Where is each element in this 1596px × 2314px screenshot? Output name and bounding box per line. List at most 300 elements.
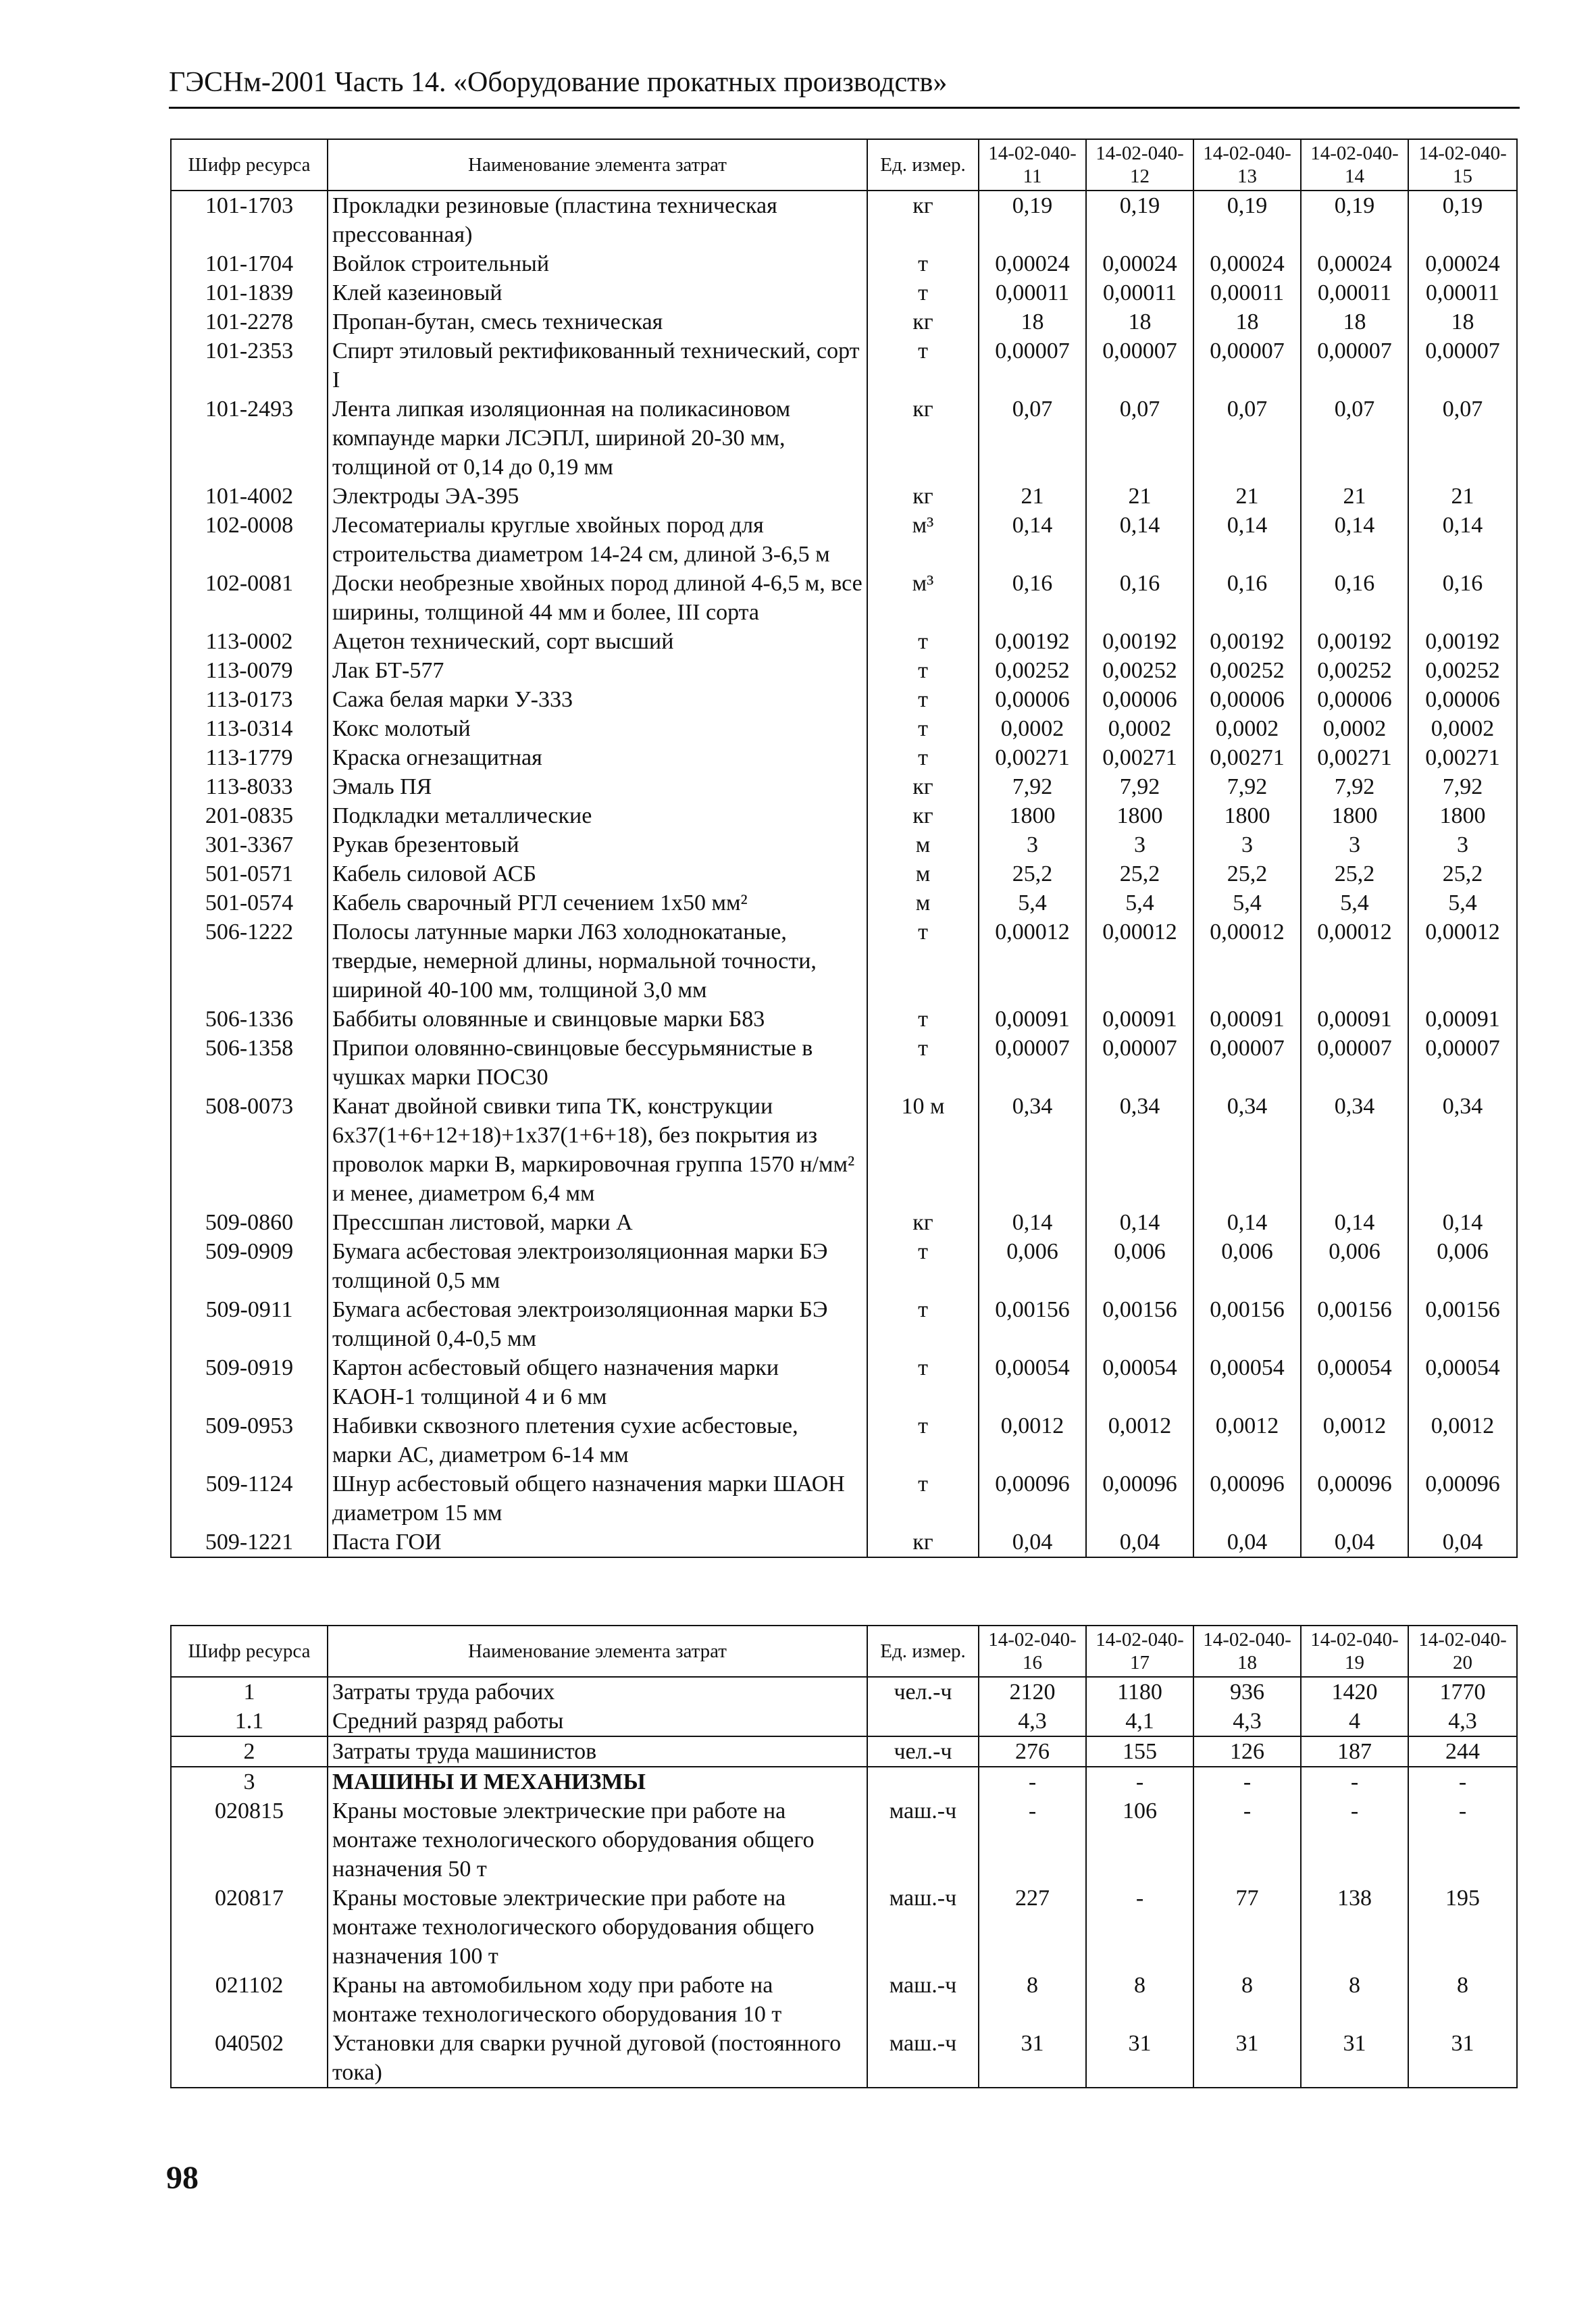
table-row [171,627,1517,656]
column-header: Ед. измер. [867,139,979,191]
resource-code: 113-0079 [171,656,328,685]
resource-name: Прокладки резиновые (пластина техническая прессованная) [328,191,867,249]
value-cell: 0,07 [1301,395,1408,482]
value-cell: 0,00007 [1301,1034,1408,1092]
value-cell: 31 [1193,2029,1301,2088]
value-cell: 0,00007 [1193,1034,1301,1092]
value-cell: 0,00091 [979,1005,1086,1034]
resource-code: 2 [171,1736,328,1767]
value-cell: 7,92 [1301,772,1408,801]
value-cell: 4 [1301,1707,1408,1736]
resource-name: Пропан-бутан, смесь техническая [328,307,867,336]
value-cell: 0,006 [1301,1237,1408,1295]
resource-name: Кокс молотый [328,714,867,743]
resource-name: Бумага асбестовая электроизоляционная марки БЭ толщиной 0,5 мм [328,1237,867,1295]
resource-name: Прессшпан листовой, марки А [328,1208,867,1237]
value-cell: 25,2 [1086,859,1193,888]
value-cell: 0,00007 [1193,336,1301,395]
resource-name: Паста ГОИ [328,1528,867,1557]
table-row [171,2029,1517,2088]
resource-code: 509-1221 [171,1528,328,1557]
value-cell: 0,00012 [1408,917,1517,1005]
value-cell: 0,00007 [1086,336,1193,395]
value-cell: 0,14 [979,511,1086,569]
resource-name: Краска огнезащитная [328,743,867,772]
column-header: 14-02-040-11 [979,139,1086,191]
value-cell: 0,00156 [979,1295,1086,1353]
column-header: Наименование элемента затрат [328,1626,867,1677]
resource-code: 3 [171,1767,328,1796]
value-cell: 0,07 [979,395,1086,482]
value-cell: 31 [979,2029,1086,2088]
value-cell: 5,4 [979,888,1086,917]
value-cell: 0,19 [1408,191,1517,249]
column-header: 14-02-040-13 [1193,139,1301,191]
unit-cell: м³ [867,511,979,569]
column-header: 14-02-040-18 [1193,1626,1301,1677]
value-cell: 0,14 [1408,1208,1517,1237]
value-cell: 0,00011 [1193,278,1301,307]
unit-cell: т [867,278,979,307]
value-cell: 3 [1193,830,1301,859]
value-cell: 138 [1301,1884,1408,1971]
resource-code: 102-0008 [171,511,328,569]
value-cell: 0,00192 [1193,627,1301,656]
value-cell: 0,00012 [979,917,1086,1005]
table-row [171,249,1517,278]
value-cell: - [1193,1767,1301,1796]
value-cell: 0,00271 [1408,743,1517,772]
value-cell: 0,16 [1408,569,1517,627]
table-row [171,1971,1517,2029]
value-cell: 0,00007 [1408,1034,1517,1092]
unit-cell [867,1707,979,1736]
value-cell: 18 [1408,307,1517,336]
table-row [171,888,1517,917]
resource-code: 101-1839 [171,278,328,307]
resource-code: 113-0314 [171,714,328,743]
unit-cell: м [867,830,979,859]
value-cell: 0,00096 [979,1469,1086,1528]
value-cell: 0,00054 [1301,1353,1408,1411]
unit-cell: м [867,888,979,917]
value-cell: 0,00054 [1086,1353,1193,1411]
value-cell: 0,00252 [1408,656,1517,685]
table-row [171,1677,1517,1707]
value-cell: 0,00006 [1193,685,1301,714]
value-cell: 0,00006 [979,685,1086,714]
value-cell: 0,00012 [1193,917,1301,1005]
value-cell: 2120 [979,1677,1086,1707]
resource-name: Канат двойной свивки типа ТК, конструкции 6х37(1+6+12+18)+1х37(1+6+18), без покрытия из проволок марки В, маркировочная группа 1570 н/мм² и менее, диаметром 6,4 мм [328,1092,867,1208]
value-cell: 276 [979,1736,1086,1767]
resource-name: Бумага асбестовая электроизоляционная марки БЭ толщиной 0,4-0,5 мм [328,1295,867,1353]
table-row [171,569,1517,627]
value-cell: - [979,1767,1086,1796]
value-cell: 0,00091 [1408,1005,1517,1034]
resource-name: Клей казеиновый [328,278,867,307]
unit-cell: маш.-ч [867,1884,979,1971]
value-cell: 21 [1301,482,1408,511]
value-cell: 0,14 [1193,1208,1301,1237]
value-cell: 1770 [1408,1677,1517,1707]
table-row [171,1005,1517,1034]
value-cell: 21 [979,482,1086,511]
unit-cell: т [867,627,979,656]
value-cell: 936 [1193,1677,1301,1707]
value-cell: 0,00007 [979,336,1086,395]
value-cell: 0,19 [1301,191,1408,249]
table-row [171,1411,1517,1469]
value-cell: 7,92 [1086,772,1193,801]
resource-code: 506-1358 [171,1034,328,1092]
value-cell: 5,4 [1086,888,1193,917]
labor-machines-table [170,1625,1518,2088]
page-number: 98 [166,2160,199,2196]
resource-name: Затраты труда машинистов [328,1736,867,1767]
value-cell: 0,00024 [1301,249,1408,278]
value-cell: 0,00024 [1193,249,1301,278]
value-cell: - [1193,1796,1301,1884]
value-cell: 0,00012 [1086,917,1193,1005]
value-cell: 0,0002 [1086,714,1193,743]
resource-code: 1.1 [171,1707,328,1736]
value-cell: 0,00192 [1408,627,1517,656]
value-cell: 0,0012 [1193,1411,1301,1469]
table-row [171,685,1517,714]
value-cell: 0,0002 [979,714,1086,743]
column-header: Наименование элемента затрат [328,139,867,191]
resource-name: Краны на автомобильном ходу при работе на монтаже технологического оборудования 10 т [328,1971,867,2029]
resource-code: 101-2353 [171,336,328,395]
value-cell: 0,00091 [1193,1005,1301,1034]
resource-code: 040502 [171,2029,328,2088]
table-row [171,1796,1517,1884]
resource-name: Ацетон технический, сорт высший [328,627,867,656]
resource-code: 113-8033 [171,772,328,801]
value-cell: 227 [979,1884,1086,1971]
value-cell: 0,34 [979,1092,1086,1208]
value-cell: 5,4 [1193,888,1301,917]
unit-cell: м [867,859,979,888]
resource-name: Эмаль ПЯ [328,772,867,801]
resource-code: 509-1124 [171,1469,328,1528]
value-cell: 0,006 [979,1237,1086,1295]
resource-code: 509-0860 [171,1208,328,1237]
value-cell: 18 [1086,307,1193,336]
resource-code: 201-0835 [171,801,328,830]
value-cell: 0,14 [1408,511,1517,569]
value-cell: 8 [1193,1971,1301,2029]
table-row [171,743,1517,772]
value-cell: 0,07 [1086,395,1193,482]
resource-name: Рукав брезентовый [328,830,867,859]
table-row [171,1208,1517,1237]
value-cell: - [1408,1767,1517,1796]
value-cell: 0,00011 [1301,278,1408,307]
resource-code: 113-0002 [171,627,328,656]
unit-cell: т [867,917,979,1005]
value-cell: 0,00156 [1086,1295,1193,1353]
value-cell: 0,04 [1086,1528,1193,1557]
table-row [171,801,1517,830]
value-cell: 126 [1193,1736,1301,1767]
value-cell: 0,14 [1301,511,1408,569]
column-header: 14-02-040-17 [1086,1626,1193,1677]
table-row [171,656,1517,685]
value-cell: 0,0002 [1408,714,1517,743]
resource-code: 506-1222 [171,917,328,1005]
value-cell: 1800 [1193,801,1301,830]
resource-code: 1 [171,1677,328,1707]
resource-name: Краны мостовые электрические при работе на монтаже технологического оборудования общего назначения 50 т [328,1796,867,1884]
header-row [171,139,1517,191]
resource-code: 020815 [171,1796,328,1884]
unit-cell: кг [867,395,979,482]
table-row [171,1034,1517,1092]
column-header: 14-02-040-15 [1408,139,1517,191]
table-row [171,772,1517,801]
column-header: Шифр ресурса [171,139,328,191]
value-cell: 0,00012 [1301,917,1408,1005]
value-cell: 4,3 [979,1707,1086,1736]
resource-code: 301-3367 [171,830,328,859]
value-cell: 0,00156 [1193,1295,1301,1353]
value-cell: 5,4 [1408,888,1517,917]
unit-cell [867,1767,979,1796]
unit-cell: маш.-ч [867,1971,979,2029]
column-header: 14-02-040-19 [1301,1626,1408,1677]
resource-code: 101-1703 [171,191,328,249]
resource-name: Шнур асбестовый общего назначения марки ШАОН диаметром 15 мм [328,1469,867,1528]
resource-name: Полосы латунные марки Л63 холоднокатаные, твердые, немерной длины, нормальной точности, шириной 40-100 мм, толщиной 3,0 мм [328,917,867,1005]
value-cell: 0,006 [1408,1237,1517,1295]
value-cell: 0,00192 [1301,627,1408,656]
value-cell: 8 [1301,1971,1408,2029]
table-row [171,1092,1517,1208]
value-cell: 0,00011 [1408,278,1517,307]
value-cell: 244 [1408,1736,1517,1767]
resource-code: 113-0173 [171,685,328,714]
value-cell: 0,00156 [1301,1295,1408,1353]
value-cell: 0,34 [1301,1092,1408,1208]
unit-cell: чел.-ч [867,1677,979,1707]
resource-code: 501-0574 [171,888,328,917]
value-cell: 0,14 [1086,1208,1193,1237]
value-cell: 0,04 [1301,1528,1408,1557]
resource-name: Лак БТ-577 [328,656,867,685]
value-cell: 1420 [1301,1677,1408,1707]
value-cell: 4,1 [1086,1707,1193,1736]
unit-cell: кг [867,191,979,249]
value-cell: 0,14 [1301,1208,1408,1237]
unit-cell: м³ [867,569,979,627]
value-cell: 0,00156 [1408,1295,1517,1353]
value-cell: 0,00096 [1193,1469,1301,1528]
value-cell: 0,00007 [1301,336,1408,395]
table-row [171,1295,1517,1353]
value-cell: 7,92 [1193,772,1301,801]
value-cell: 1800 [1408,801,1517,830]
table-row [171,1707,1517,1736]
table-row [171,395,1517,482]
value-cell: 0,00096 [1408,1469,1517,1528]
table-row [171,1353,1517,1411]
value-cell: 0,00011 [979,278,1086,307]
value-cell: 106 [1086,1796,1193,1884]
resource-name: Затраты труда рабочих [328,1677,867,1707]
value-cell: 21 [1086,482,1193,511]
value-cell: 21 [1193,482,1301,511]
value-cell: 0,04 [1408,1528,1517,1557]
unit-cell: т [867,1005,979,1034]
value-cell: - [979,1796,1086,1884]
value-cell: 0,07 [1193,395,1301,482]
value-cell: 31 [1086,2029,1193,2088]
value-cell: 0,00007 [1408,336,1517,395]
value-cell: 0,19 [1086,191,1193,249]
value-cell: 0,0012 [1408,1411,1517,1469]
value-cell: 4,3 [1408,1707,1517,1736]
value-cell: 0,00006 [1408,685,1517,714]
unit-cell: т [867,1469,979,1528]
resource-code: 509-0909 [171,1237,328,1295]
unit-cell: т [867,1353,979,1411]
value-cell: 0,00024 [979,249,1086,278]
unit-cell: т [867,336,979,395]
resource-name: Кабель сварочный РГЛ сечением 1х50 мм² [328,888,867,917]
value-cell: 77 [1193,1884,1301,1971]
unit-cell: т [867,1034,979,1092]
value-cell: 1800 [979,801,1086,830]
value-cell: - [1408,1796,1517,1884]
resource-code: 101-2278 [171,307,328,336]
value-cell: 4,3 [1193,1707,1301,1736]
value-cell: 0,0002 [1301,714,1408,743]
value-cell: 0,34 [1408,1092,1517,1208]
value-cell: 3 [1301,830,1408,859]
value-cell: 1180 [1086,1677,1193,1707]
table-row [171,191,1517,249]
column-header: 14-02-040-12 [1086,139,1193,191]
value-cell: - [1086,1767,1193,1796]
resource-name: Баббиты оловянные и свинцовые марки Б83 [328,1005,867,1034]
value-cell: 5,4 [1301,888,1408,917]
unit-cell: 10 м [867,1092,979,1208]
value-cell: - [1301,1767,1408,1796]
value-cell: 0,34 [1086,1092,1193,1208]
page-header-title: ГЭСНм-2001 Часть 14. «Оборудование прокатных производств» [169,67,948,98]
value-cell: 0,00011 [1086,278,1193,307]
header-rule [169,107,1520,109]
resource-code: 020817 [171,1884,328,1971]
value-cell: 25,2 [1193,859,1301,888]
unit-cell: кг [867,772,979,801]
value-cell: 0,16 [979,569,1086,627]
table-row [171,714,1517,743]
table-row [171,1884,1517,1971]
resource-name: Картон асбестовый общего назначения марки КАОН-1 толщиной 4 и 6 мм [328,1353,867,1411]
unit-cell: т [867,1237,979,1295]
value-cell: 0,07 [1408,395,1517,482]
value-cell: 1800 [1301,801,1408,830]
value-cell: 0,00252 [1193,656,1301,685]
table-row [171,1736,1517,1767]
resource-name: Лента липкая изоляционная на поликасиновом компаунде марки ЛСЭПЛ, шириной 20-30 мм, толщиной от 0,14 до 0,19 мм [328,395,867,482]
value-cell: 0,00271 [979,743,1086,772]
value-cell: 0,0012 [979,1411,1086,1469]
resource-code: 113-1779 [171,743,328,772]
materials-table [170,139,1518,1558]
value-cell: 0,00054 [1193,1353,1301,1411]
value-cell: 0,00096 [1086,1469,1193,1528]
unit-cell: маш.-ч [867,2029,979,2088]
value-cell: 0,0012 [1301,1411,1408,1469]
unit-cell: кг [867,1528,979,1557]
value-cell: 31 [1408,2029,1517,2088]
value-cell: 0,00024 [1086,249,1193,278]
value-cell: 0,0002 [1193,714,1301,743]
value-cell: 0,006 [1086,1237,1193,1295]
value-cell: 18 [1301,307,1408,336]
resource-name: Краны мостовые электрические при работе на монтаже технологического оборудования общего назначения 100 т [328,1884,867,1971]
value-cell: 0,00091 [1301,1005,1408,1034]
unit-cell: кг [867,801,979,830]
table-row [171,307,1517,336]
value-cell: 0,16 [1086,569,1193,627]
value-cell: 3 [979,830,1086,859]
value-cell: 0,00192 [1086,627,1193,656]
value-cell: 0,19 [1193,191,1301,249]
table-row [171,1469,1517,1528]
value-cell: 0,34 [1193,1092,1301,1208]
unit-cell: т [867,1411,979,1469]
value-cell: 0,00252 [1301,656,1408,685]
value-cell: 155 [1086,1736,1193,1767]
value-cell: 0,14 [1193,511,1301,569]
column-header: 14-02-040-20 [1408,1626,1517,1677]
resource-name: МАШИНЫ И МЕХАНИЗМЫ [328,1767,867,1796]
value-cell: 0,14 [979,1208,1086,1237]
value-cell: 0,00271 [1086,743,1193,772]
resource-name: Припои оловянно-свинцовые бессурьмянистые в чушках марки ПОС30 [328,1034,867,1092]
value-cell: 195 [1408,1884,1517,1971]
unit-cell: т [867,1295,979,1353]
resource-name: Кабель силовой АСБ [328,859,867,888]
table-row [171,336,1517,395]
value-cell: 8 [1408,1971,1517,2029]
value-cell: 0,00006 [1301,685,1408,714]
value-cell: - [1086,1884,1193,1971]
value-cell: 0,00006 [1086,685,1193,714]
unit-cell: чел.-ч [867,1736,979,1767]
value-cell: 0,00252 [979,656,1086,685]
value-cell: 25,2 [1408,859,1517,888]
value-cell: 3 [1086,830,1193,859]
table-row [171,1767,1517,1796]
resource-name: Доски необрезные хвойных пород длиной 4-6,5 м, все ширины, толщиной 44 мм и более, III сорта [328,569,867,627]
table-row [171,917,1517,1005]
resource-code: 021102 [171,1971,328,2029]
table-row [171,278,1517,307]
column-header: Шифр ресурса [171,1626,328,1677]
value-cell: 0,00091 [1086,1005,1193,1034]
value-cell: 0,00054 [979,1353,1086,1411]
value-cell: 0,00007 [1086,1034,1193,1092]
table-row [171,482,1517,511]
table-row [171,859,1517,888]
value-cell: 0,14 [1086,511,1193,569]
